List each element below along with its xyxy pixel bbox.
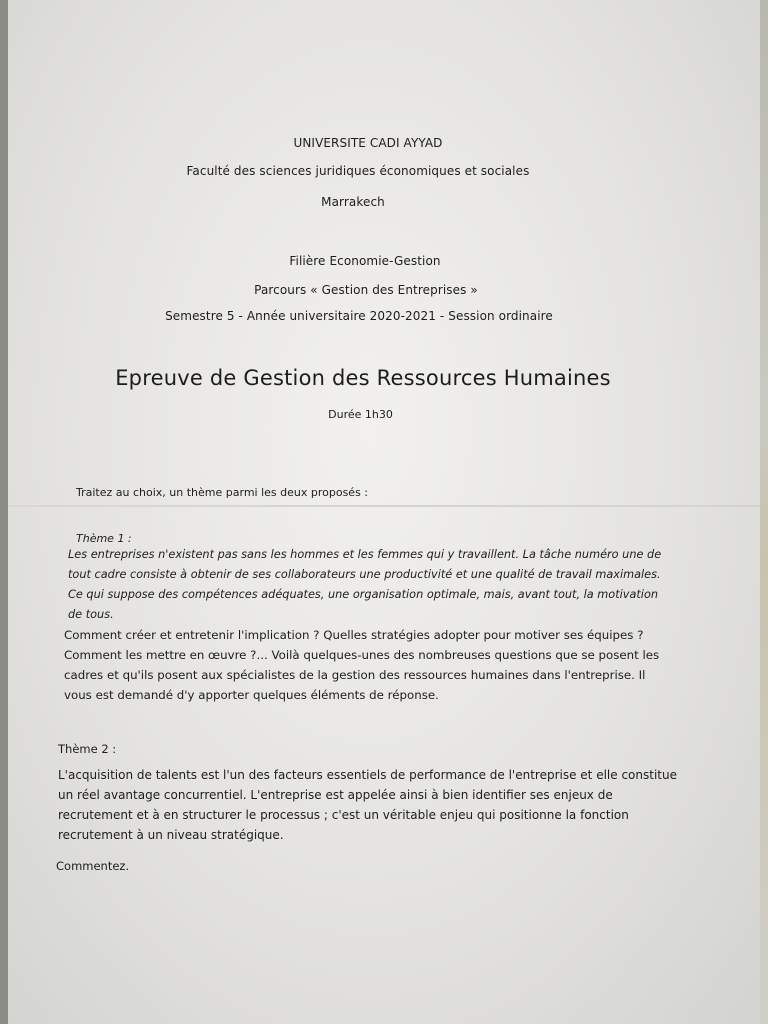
faculty-name: Faculté des sciences juridiques économiques et sociales: [186, 164, 530, 178]
exam-title: Epreuve de Gestion des Ressources Humaines: [115, 366, 611, 390]
city-name: Marrakech: [321, 195, 385, 209]
paper-fold: [8, 505, 760, 507]
theme1-questions: Comment créer et entretenir l'implication ? Quelles stratégies adopter pour motiver ses équipes ? Comment les mettre en œuvre ?... Voilà quelques-unes des nombreuses questions que se posent les cadres et qu'ils posent aux spécialistes de la gestion des ressources humaines dans l'entreprise. Il vous est demandé d'y apporter quelques éléments de réponse.: [64, 628, 660, 702]
university-name: UNIVERSITE CADI AYYAD: [293, 136, 443, 150]
theme2-label: Thème 2 :: [58, 742, 117, 756]
filiere-line: Filière Economie-Gestion: [289, 254, 441, 268]
exam-duration: Durée 1h30: [328, 408, 393, 421]
theme1-label: Thème 1 :: [76, 532, 132, 545]
theme1-quote: Les entreprises n'existent pas sans les hommes et les femmes qui y travaillent. La tâche numéro une de tout cadre consiste à obtenir de ses collaborateurs une productivité et une qualité de travail maximales. Ce qui suppose des compétences adéquates, une organisation optimale, mais, avant tout, la motivation de tous.: [68, 548, 662, 621]
exam-paper: [8, 0, 760, 1024]
theme2-text: L'acquisition de talents est l'un des facteurs essentiels de performance de l'entreprise et elle constitue un réel avantage concurrentiel. L'entreprise est appelée ainsi à bien identifier ses enjeux de recrutement et à en structurer le processus ; c'est un véritable enjeu qui positionne la fonction recrutement à un niveau stratégique.: [58, 768, 677, 842]
exam-instruction: Traitez au choix, un thème parmi les deux proposés :: [76, 486, 368, 499]
semester-line: Semestre 5 - Année universitaire 2020-2021 - Session ordinaire: [165, 309, 553, 323]
parcours-line: Parcours « Gestion des Entreprises »: [254, 283, 478, 297]
theme2-closing: Commentez.: [56, 859, 130, 873]
